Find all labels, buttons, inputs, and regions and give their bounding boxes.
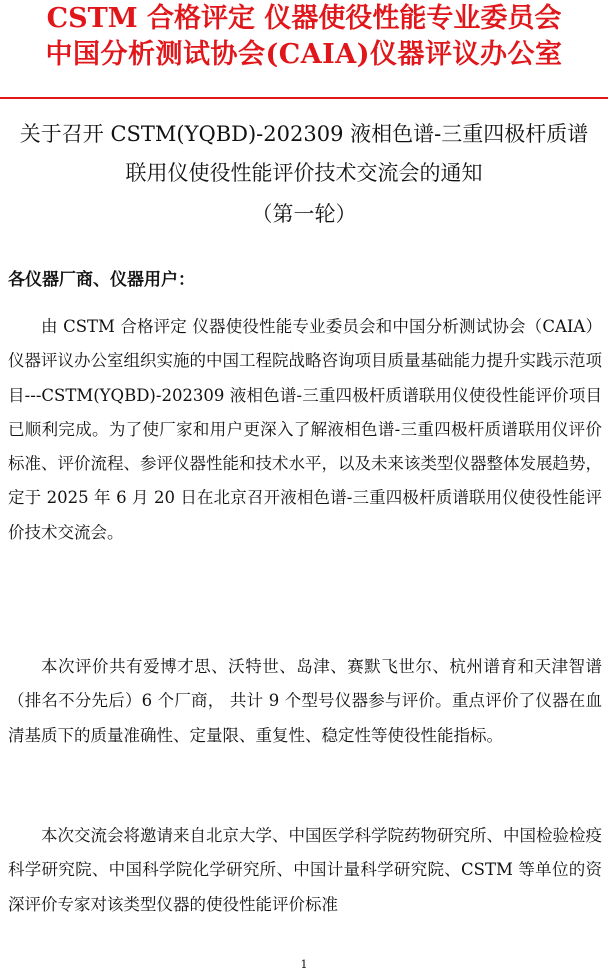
salutation: 各仪器厂商、仪器用户： <box>8 270 195 290</box>
page-number: 1 <box>300 958 308 971</box>
header-office-name: 中国分析测试协会(CAIA)仪器评议办公室 <box>45 39 563 70</box>
notice-title-line-2: 联用仪使役性能评价技术交流会的通知 <box>125 161 483 185</box>
body-paragraph-2: 本次评价共有爱博才思、沃特世、岛津、赛默飞世尔、杭州谱育和天津智谱（排名不分先后）6 个厂商， 共计 9 个型号仪器参与评价。重点评价了仪器在血清基质下的质量准确性、定量限、重复性、稳定性等使役性能指标。 <box>8 657 602 745</box>
body-paragraph-3: 本次交流会将邀请来自北京大学、中国医学科学院药物研究所、中国检验检疫科学研究院、中国科学院化学研究所、中国计量科学研究院、CSTM 等单位的资深评价专家对该类型仪器的使役性能评价标准 <box>8 826 602 914</box>
body-paragraph-1: 由 CSTM 合格评定 仪器使役性能专业委员会和中国分析测试协会（CAIA）仪器评议办公室组织实施的中国工程院战略咨询项目质量基础能力提升实践示范项目---CSTM(YQBD)-202309 液相色谱-三重四极杆质谱联用仪使役性能评价项目已顺利完成。为了使厂家和用户更深入了解液相色谱-三重四极杆质谱联用仪评价标准、评价流程、参评仪器性能和技术水平，以及未来该类型仪器整体发展趋势，定于 2025 年 6 月 20 日在北京召开液相色谱-三重四极杆质谱联用仪使役性能评价技术交流会。 <box>8 317 602 542</box>
header-red-rule <box>0 97 608 99</box>
header-committee-name: CSTM 合格评定 仪器使役性能专业委员会 <box>46 3 562 34</box>
notice-title-line-1: 关于召开 CSTM(YQBD)-202309 液相色谱-三重四极杆质谱 <box>19 122 589 146</box>
notice-round: （第一轮） <box>251 202 357 226</box>
